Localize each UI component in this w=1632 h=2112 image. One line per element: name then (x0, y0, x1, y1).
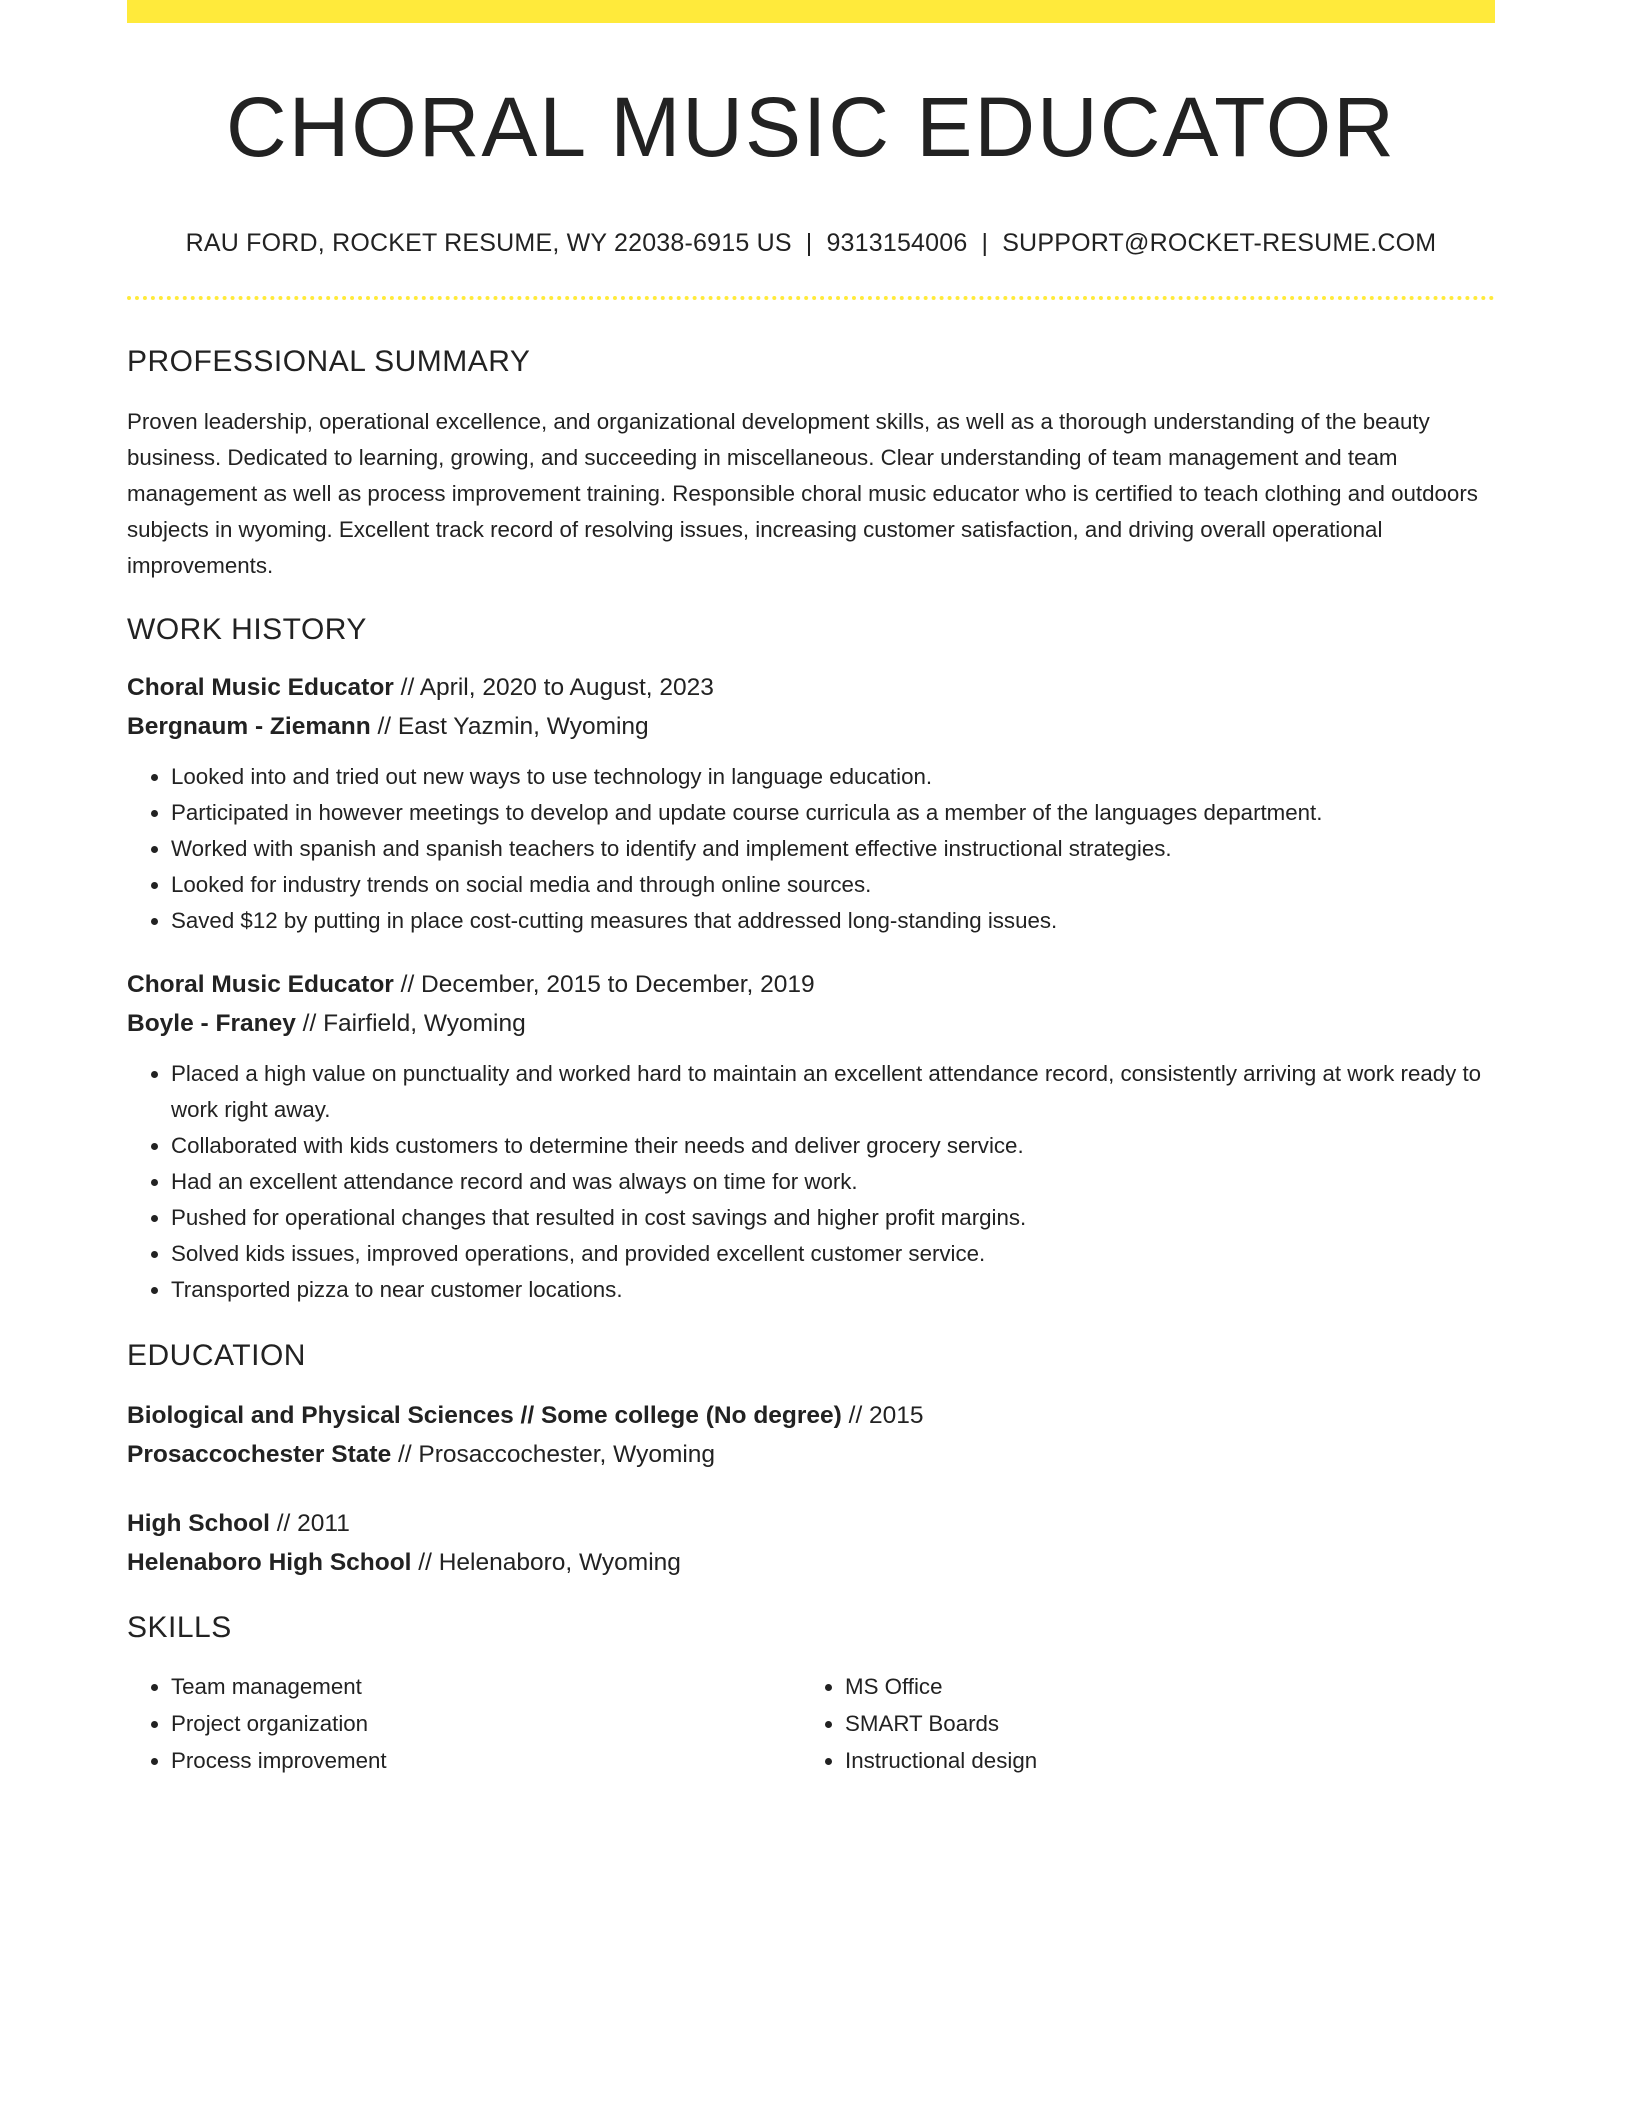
job-location: // Fairfield, Wyoming (295, 1010, 526, 1037)
job-dates: // April, 2020 to August, 2023 (393, 674, 714, 701)
education-year: // 2011 (269, 1510, 350, 1537)
section-title-work-history: WORK HISTORY (127, 613, 367, 646)
education-degree: Biological and Physical Sciences // Some college (No degree) (127, 1402, 842, 1429)
list-item: • Looked for industry trends on social media and through online sources. (171, 867, 1495, 903)
list-item: • Worked with spanish and spanish teachers to identify and implement effective instructional strategies. (171, 831, 1495, 867)
list-item: • Saved $12 by putting in place cost-cutting measures that addressed long-standing issues. (171, 903, 1495, 939)
education-location: // Helenaboro, Wyoming (411, 1549, 681, 1576)
job-role-line (127, 668, 1495, 707)
skill-item: • Team management (171, 1668, 801, 1705)
list-item: • Collaborated with kids customers to determine their needs and deliver grocery service. (171, 1128, 1495, 1164)
summary-text: Proven leadership, operational excellence, and organizational development skills, as well as a thorough understanding of the beauty business. Dedicated to learning, growing, and succeeding in miscellaneous. Clear understanding of team management and team management as well as process improvement training. Responsible choral music educator who is certified to teach clothing and outdoors subjects in wyoming. Excellent track record of resolving issues, increasing customer satisfaction, and driving overall operational improvements. (127, 409, 1478, 578)
skills-list-left (127, 1668, 801, 1779)
job-entry (127, 668, 1495, 939)
education-degree: High School (127, 1510, 270, 1537)
contact-line (127, 229, 1495, 258)
section-title-skills: SKILLS (127, 1611, 232, 1644)
skill-item: • Process improvement (171, 1742, 801, 1779)
job-bullets (127, 1056, 1495, 1308)
job-company: Bergnaum - Ziemann (127, 713, 371, 740)
job-location: // East Yazmin, Wyoming (370, 713, 649, 740)
skill-item: • Project organization (171, 1705, 801, 1742)
contact-separator: | (981, 229, 989, 257)
job-company-line (127, 707, 1495, 746)
skill-item: • Instructional design (845, 1742, 1475, 1779)
list-item: • Participated in however meetings to develop and update course curricula as a member of the languages department. (171, 795, 1495, 831)
education-location: // Prosaccochester, Wyoming (391, 1441, 716, 1468)
job-company: Boyle - Franey (127, 1010, 296, 1037)
contact-phone: 9313154006 (826, 229, 968, 257)
education-degree-line (127, 1396, 1495, 1435)
job-role: Choral Music Educator (127, 674, 394, 701)
contact-address: RAU FORD, ROCKET RESUME, WY 22038-6915 US (185, 229, 792, 257)
resume-page (127, 0, 1495, 1779)
section-title-summary: PROFESSIONAL SUMMARY (127, 345, 531, 378)
skills-columns (127, 1668, 1495, 1779)
job-dates: // December, 2015 to December, 2019 (393, 971, 815, 998)
skills-list-right (801, 1668, 1475, 1779)
resume-title: CHORAL MUSIC EDUCATOR (226, 80, 1396, 174)
list-item: • Looked into and tried out new ways to use technology in language education. (171, 759, 1495, 795)
list-item: • Solved kids issues, improved operations, and provided excellent customer service. (171, 1236, 1495, 1272)
job-entry (127, 965, 1495, 1308)
education-degree-line (127, 1504, 1495, 1543)
education-year: // 2015 (841, 1402, 924, 1429)
job-role: Choral Music Educator (127, 971, 394, 998)
skill-item: • SMART Boards (845, 1705, 1475, 1742)
education-school-line (127, 1435, 1495, 1474)
section-title-education: EDUCATION (127, 1339, 306, 1372)
list-item: • Transported pizza to near customer locations. (171, 1272, 1495, 1308)
education-entry (127, 1504, 1495, 1582)
dotted-divider (127, 296, 1495, 300)
list-item: • Pushed for operational changes that resulted in cost savings and higher profit margins. (171, 1200, 1495, 1236)
job-company-line (127, 1004, 1495, 1043)
top-accent-bar (127, 0, 1495, 23)
list-item: • Had an excellent attendance record and was always on time for work. (171, 1164, 1495, 1200)
list-item: • Placed a high value on punctuality and worked hard to maintain an excellent attendance record, consistently arriving at work ready to work right away. (171, 1056, 1495, 1128)
skill-item: • MS Office (845, 1668, 1475, 1705)
education-school: Prosaccochester State (127, 1441, 392, 1468)
job-role-line (127, 965, 1495, 1004)
education-school-line (127, 1543, 1495, 1582)
contact-email: SUPPORT@ROCKET-RESUME.COM (1002, 229, 1437, 257)
education-entry (127, 1396, 1495, 1474)
education-school: Helenaboro High School (127, 1549, 412, 1576)
job-bullets (127, 759, 1495, 939)
contact-separator: | (805, 229, 813, 257)
